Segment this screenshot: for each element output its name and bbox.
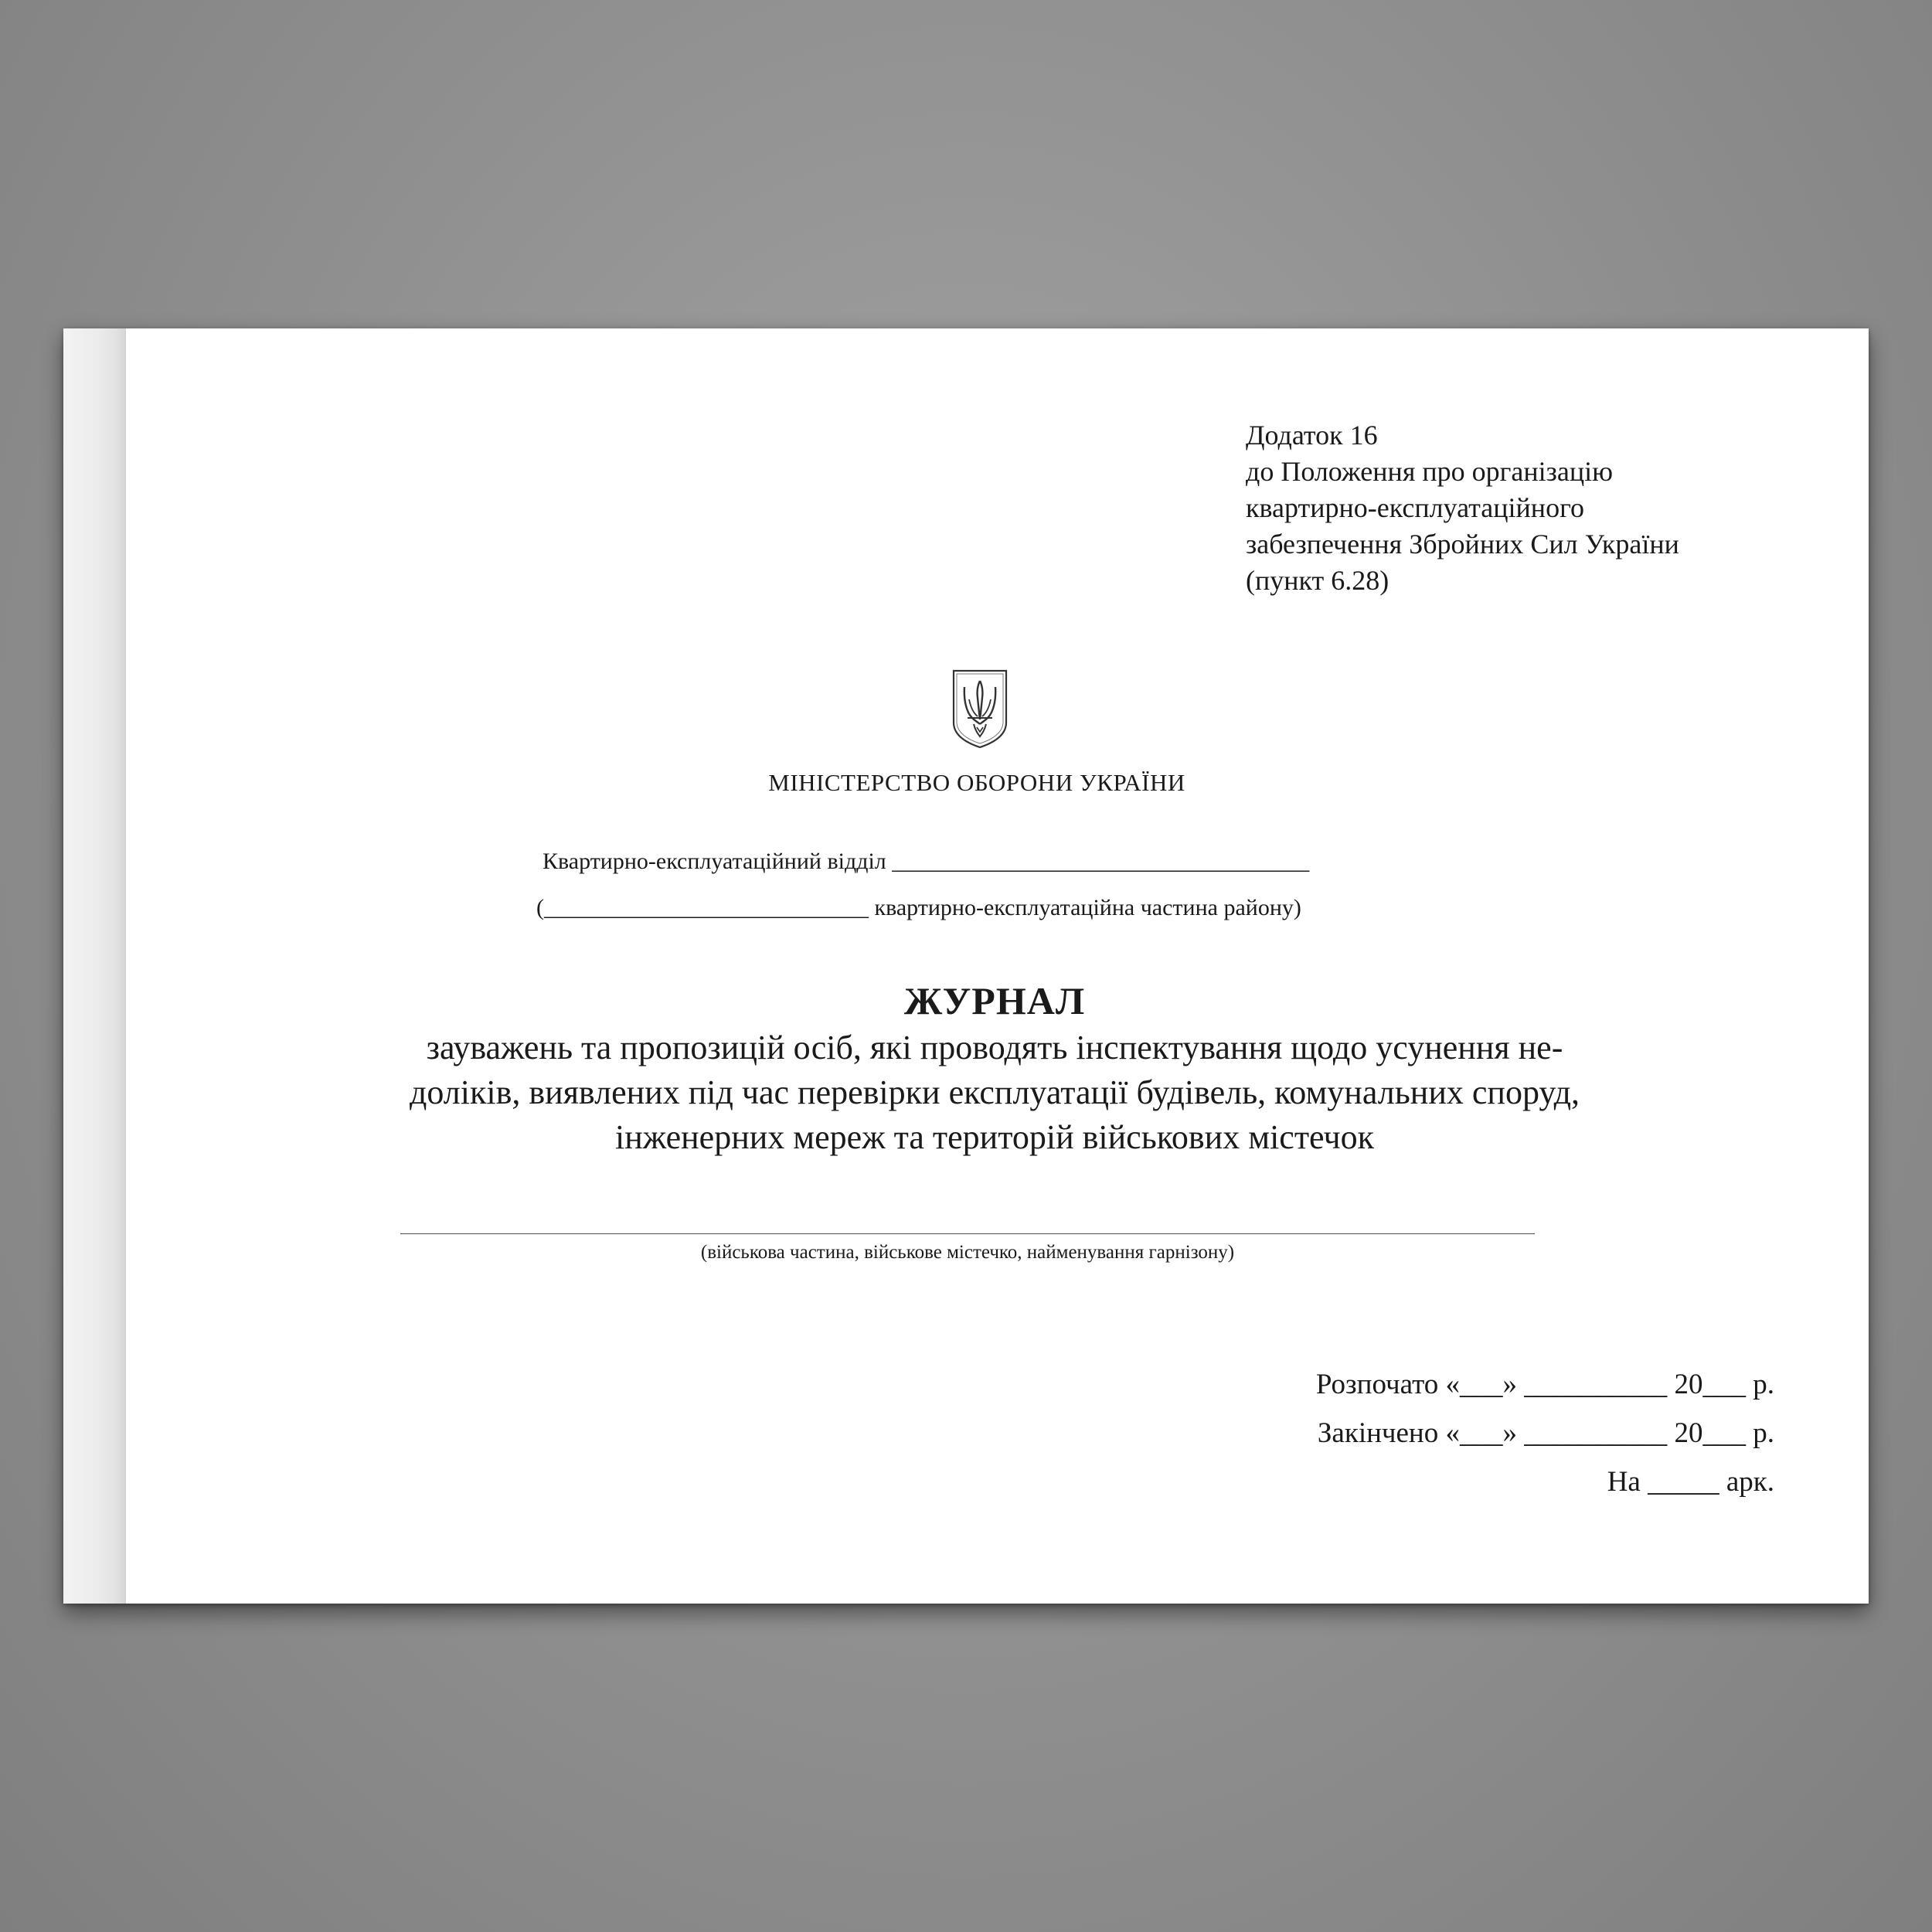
- journal-subtitle-line: зауважень та пропозицій осіб, які проводять інспектування щодо усунення не-: [426, 1029, 1563, 1066]
- journal-cover: [63, 328, 1869, 1604]
- appendix-line: забезпечення Збройних Сил України: [1246, 529, 1679, 560]
- started-date-line: Розпочато «___» __________ 20___ р.: [1315, 1369, 1774, 1400]
- journal-spine: [63, 328, 126, 1604]
- department-line: Квартирно-експлуатаційний відділ ____________________________________: [543, 849, 1310, 874]
- appendix-line: Додаток 16: [1246, 420, 1378, 451]
- unit-caption: (військова частина, військове містечко, найменування гарнізону): [700, 1242, 1235, 1263]
- journal-subtitle-line: доліків, виявлених під час перевірки експлуатації будівель, комунальних споруд,: [410, 1073, 1580, 1111]
- ministry-name-text: МІНІСТЕРСТВО ОБОРОНИ УКРАЇНИ: [768, 769, 1185, 796]
- appendix-line: до Положення про організацію: [1246, 456, 1614, 487]
- unit-fill-line: [400, 1233, 1535, 1234]
- ministry-name: [63, 769, 1869, 797]
- appendix-line: (пункт 6.28): [1246, 565, 1389, 596]
- trident-coat-of-arms-icon: [951, 668, 1009, 749]
- journal-subtitle-line: інженерних мереж та територій військових містечок: [615, 1118, 1374, 1156]
- journal-title: ЖУРНАЛ: [903, 979, 1086, 1022]
- journal-title-block: [172, 976, 1818, 1160]
- date-block: [1316, 1360, 1774, 1506]
- appendix-note: [1246, 417, 1833, 599]
- district-part-line: (____________________________ квартирно-експлуатаційна частина району): [536, 895, 1301, 920]
- appendix-line: квартирно-експлуатаційного: [1246, 492, 1584, 523]
- sheet-count-line: На _____ арк.: [1607, 1466, 1774, 1498]
- finished-date-line: Закінчено «___» __________ 20___ р.: [1317, 1417, 1774, 1449]
